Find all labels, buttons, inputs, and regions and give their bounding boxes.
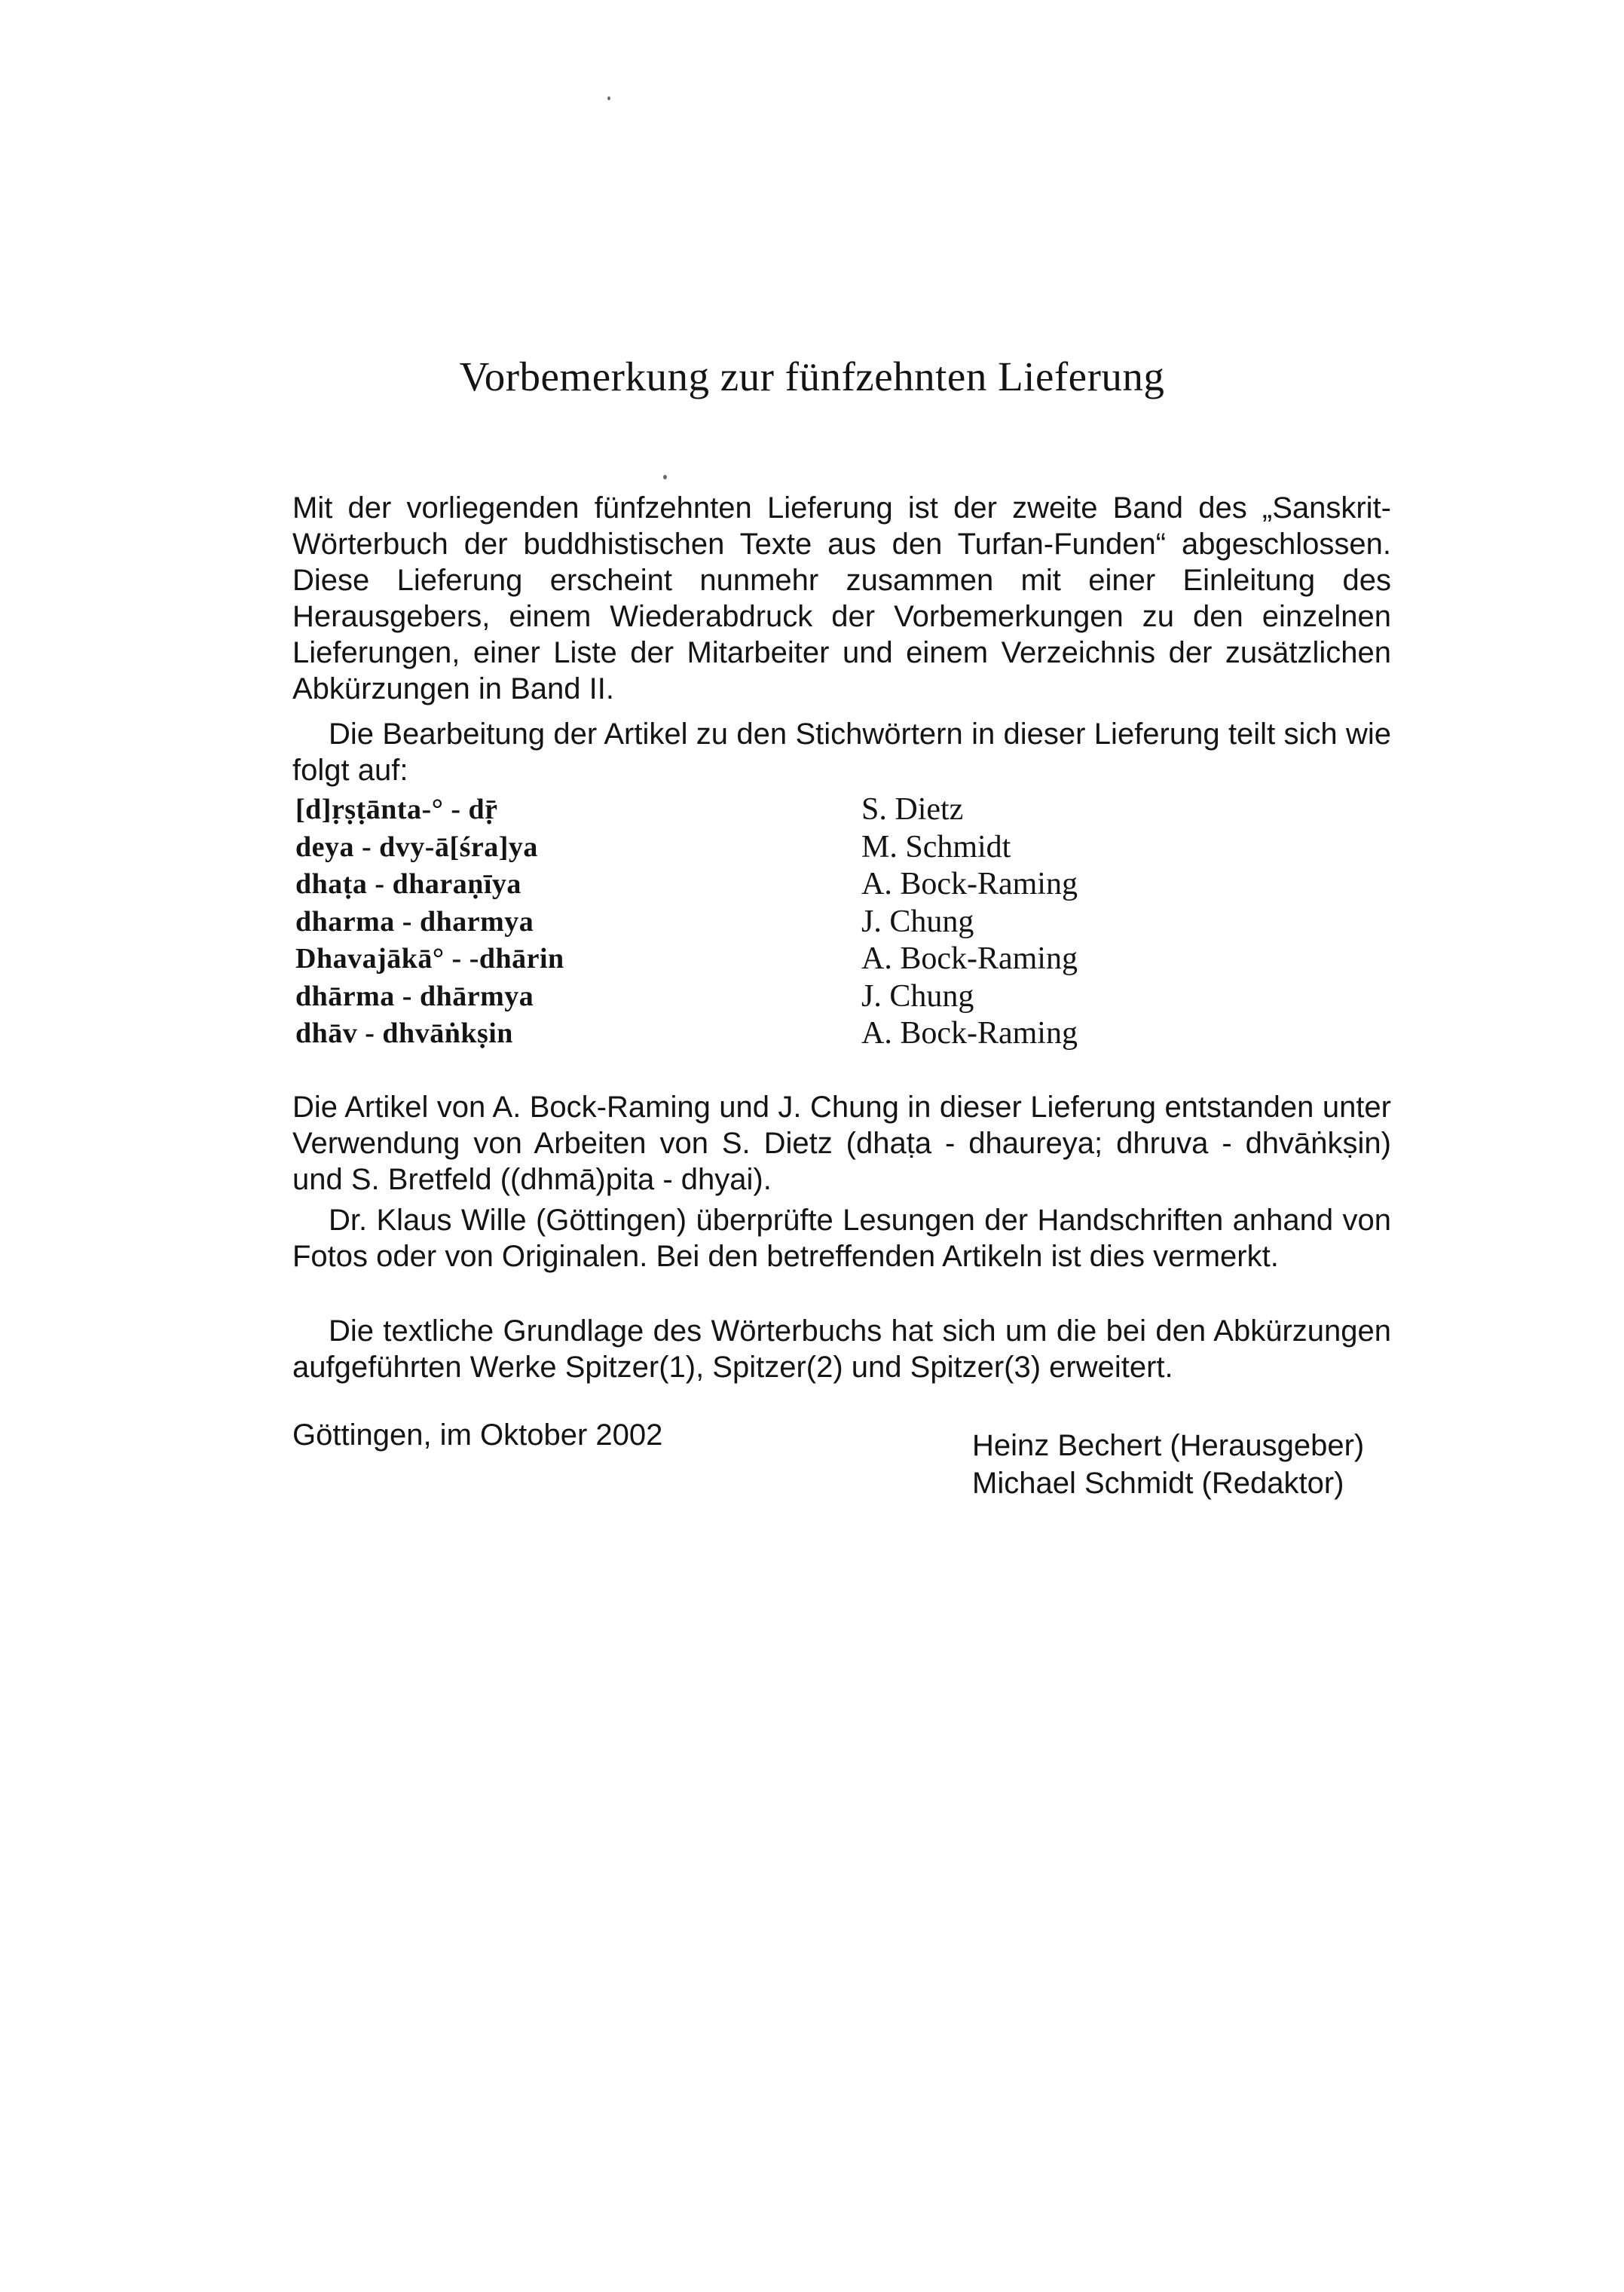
- assignment-row: [295, 1015, 1200, 1053]
- assignment-row: [295, 866, 1200, 904]
- author-name: M. Schmidt: [861, 829, 1011, 864]
- author-name: A. Bock-Raming: [861, 867, 1078, 901]
- editor-signature: Heinz Bechert (Herausgeber): [972, 1429, 1365, 1462]
- keyword-range: dhāv - dhvāṅkṣin: [295, 1017, 513, 1049]
- author-name: J. Chung: [861, 904, 974, 939]
- author-name: A. Bock-Raming: [861, 941, 1078, 976]
- keyword-range: dharma - dharmya: [295, 905, 534, 938]
- keyword-range: Dhavajākā° - -dhārin: [295, 943, 564, 975]
- keyword-range: [d]ṛṣṭānta-° - dṝ: [295, 794, 498, 825]
- keyword-range: dhārma - dhārmya: [295, 980, 534, 1012]
- author-name: J. Chung: [861, 978, 974, 1014]
- assignment-list: [295, 791, 1200, 1053]
- author-name: A. Bock-Raming: [861, 1016, 1078, 1051]
- assignment-row: [295, 904, 1200, 941]
- assignment-row: [295, 791, 1200, 829]
- sources-paragraph: Die Artikel von A. Bock-Raming und J. Chung in dieser Lieferung entstanden unter Verwendung von Arbeiten von S. Dietz (dhaṭa - dhaureya; dhruva - dhvāṅkṣin) und S. Bretfeld ((dhmā)pita - dhyai).: [292, 1091, 1391, 1196]
- assignment-row: [295, 978, 1200, 1016]
- signature-block: [972, 1427, 1364, 1502]
- intro-paragraph: Mit der vorliegenden fünfzehnten Lieferung ist der zweite Band des „Sanskrit-Wörterbuch der buddhistischen Texte aus den Turfan-Funden“ abgeschlossen. Diese Lieferung erscheint nunmehr zusammen mit einer Einleitung des Herausgebers, einem Wiederabdruck der Vorbemerkungen zu den einzelnen Lieferungen, einer Liste der Mitarbeiter und einem Verzeichnis der zusätzlichen Abkürzungen in Band II.: [292, 491, 1391, 705]
- assignment-row: [295, 941, 1200, 978]
- distribution-paragraph: Die Bearbeitung der Artikel zu den Stichwörtern in dieser Lieferung teilt sich wie folgt auf:: [292, 718, 1391, 787]
- keyword-range: dhaṭa - dharaṇīya: [295, 868, 521, 900]
- place-date: Göttingen, im Oktober 2002: [292, 1418, 663, 1452]
- author-name: S. Dietz: [861, 792, 964, 827]
- textbase-paragraph: Die textliche Grundlage des Wörterbuchs hat sich um die bei den Abkürzungen aufgeführten Werke Spitzer(1), Spitzer(2) und Spitzer(3) erweitert.: [292, 1314, 1391, 1384]
- page-title: Vorbemerkung zur fünfzehnten Lieferung: [459, 353, 1165, 399]
- assignment-row: [295, 829, 1200, 867]
- scan-speck: [663, 475, 667, 479]
- redactor-signature: Michael Schmidt (Redaktor): [972, 1467, 1344, 1500]
- scan-speck: [607, 96, 610, 100]
- verification-paragraph: Dr. Klaus Wille (Göttingen) überprüfte Lesungen der Handschriften anhand von Fotos oder von Originalen. Bei den betreffenden Artikeln ist dies vermerkt.: [292, 1204, 1391, 1273]
- keyword-range: deya - dvy-ā[śra]ya: [295, 831, 538, 863]
